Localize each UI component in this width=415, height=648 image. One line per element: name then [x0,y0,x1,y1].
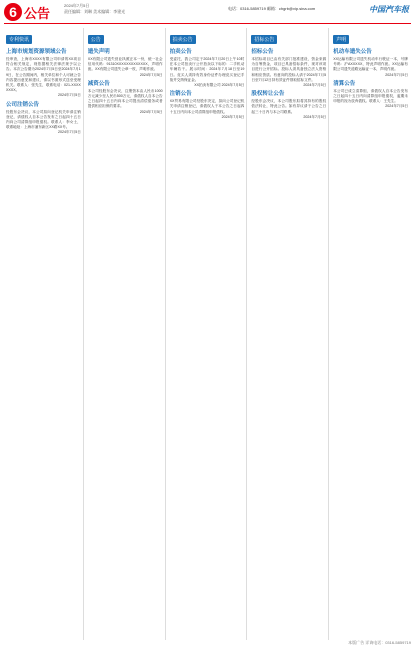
notice-body: XX贸易有限公司经股东决定，拟向公司登记机关申请注销登记，请债权人于本公告之日起四十五日内向本公司清算组申报债权。 [169,99,245,114]
page-number: 6 [4,3,22,21]
page-header [0,0,415,26]
notice-sign: 2024年7月5日 [58,130,81,135]
column-3 [170,28,248,640]
notice-title: 公司注销公告 [6,101,40,108]
column-tag: 招标公告 [251,35,277,44]
column-1 [6,28,84,640]
notice-title: 招标公告 [251,49,274,55]
notice-title: 股权转让公告 [251,91,285,98]
notice-body: XX有限公司遗失营业执照正本一份，统一社会信用代码：91310XXXXXXXXXXXXX，声明作废。XX有限公司遗失公章一枚，声明作废。 [87,57,163,72]
notice-title: 拍卖公告 [169,49,192,55]
column-4 [251,28,329,640]
notice-body: 经股东会决议，本公司拟向登记机关申请注销登记，请债权人自本公告发布之日起四十五日内向公司清算组申报债权。联系人：李女士，联系地址：上海市浦东新区XX路XX号。 [6,109,81,130]
notice-body: 本公司已成立清算组，请债权人自本公告发布之日起四十五日内向清算组申报债权，逾期未申报的视为放弃债权。联系人：王先生。 [333,88,408,104]
notice-body: 受委托，我公司定于2024年7月20日上午10时在本公司拍卖厅公开拍卖以下标的：二手机动车辆若干。展示时间：2024年7月18日至19日。竞买人须持有效身份证件办理竞买登记手续并交纳保证金。 [169,57,245,82]
notice-columns [6,28,410,640]
notice-sign: 2024年7月5日 [303,114,327,119]
contact-info: 电话：0316-5859719 邮箱：chgrb@vip.sina.com [228,6,316,11]
notice-body: 经股东会决议，本公司股东拟将其持有的股权依法转让，特此公告。如有异议请于公告之日起三十日内与本公司联系。 [251,99,327,114]
notice-body: 经审查，上海市XXXX有限公司申请的XX项目符合相关规定，现依据相关法律法规予以公告。本次公告期为2024年7月5日至2024年7月19日，在公告期间内，相关单位和个人可就公告内容提出意见和建议，请以书面形式送至受理机关。联系人：张先生，联系电话：021-XXXXXXXX。 [6,57,81,93]
header-divider [4,23,411,24]
notice-sign: XX拍卖有限公司 2024年7月5日 [194,83,245,88]
notice-title: 机动车遗失公告 [333,49,372,55]
notice-title: 遗失声明 [87,49,110,55]
newspaper-name: 中国汽车报 [369,4,409,14]
notice-sign: 2024年7月5日 [139,109,163,114]
notice-title: 上海市规划资源领域公告 [6,49,67,55]
notice-sign: 2024年7月5日 [385,72,408,77]
column-5 [333,28,410,640]
notice-body: 本公司经股东会决议，注册资本由人民币1000万元减少至人民币500万元，请债权人自本公告之日起四十五日内向本公司提出清偿债务或者提供相应担保的要求。 [87,88,163,109]
column-tag: 专利快讯 [6,35,32,44]
column-tag: 声明 [333,35,349,44]
issue-meta-line: 2024年7月5日 [64,3,90,8]
notice-title: 减资公告 [87,80,110,87]
notice-sign: 2024年7月5日 [221,114,245,119]
page-footer: 本版广告 详询电话：0316-5859719 [348,640,411,645]
notice-body: 本招标项目已由有关部门批准建设，资金来源为自筹资金，项目已具备招标条件，现对该项目进行公开招标。投标人须具备独立法人资格和相应资质。有意向的投标人请于2024年7月5日至7月12日持有效证件领取招标文件。 [251,57,327,82]
issue-meta-line: 责任编辑：刘琳 美术编辑：李建光 [64,9,126,14]
section-title: 公告 [24,7,51,22]
column-tag: 拍卖公告 [170,35,196,44]
issue-meta [64,3,125,15]
notice-sign: 2024年7月5日 [139,72,163,77]
notice-title: 注销公告 [169,91,192,98]
notice-sign: 2024年7月5日 [58,93,81,98]
notice-title: 清算公告 [333,80,356,87]
notice-body: XX运输有限公司遗失机动车行驶证一本，号牌号码：沪AXXXXX，特此声明作废。XX运输有限公司遗失道路运输证一本，声明作废。 [333,57,408,72]
notice-sign: 2024年7月5日 [385,104,408,109]
column-tag: 公告 [88,35,104,44]
notice-sign: 2024年7月5日 [303,83,327,88]
column-2 [88,28,166,640]
